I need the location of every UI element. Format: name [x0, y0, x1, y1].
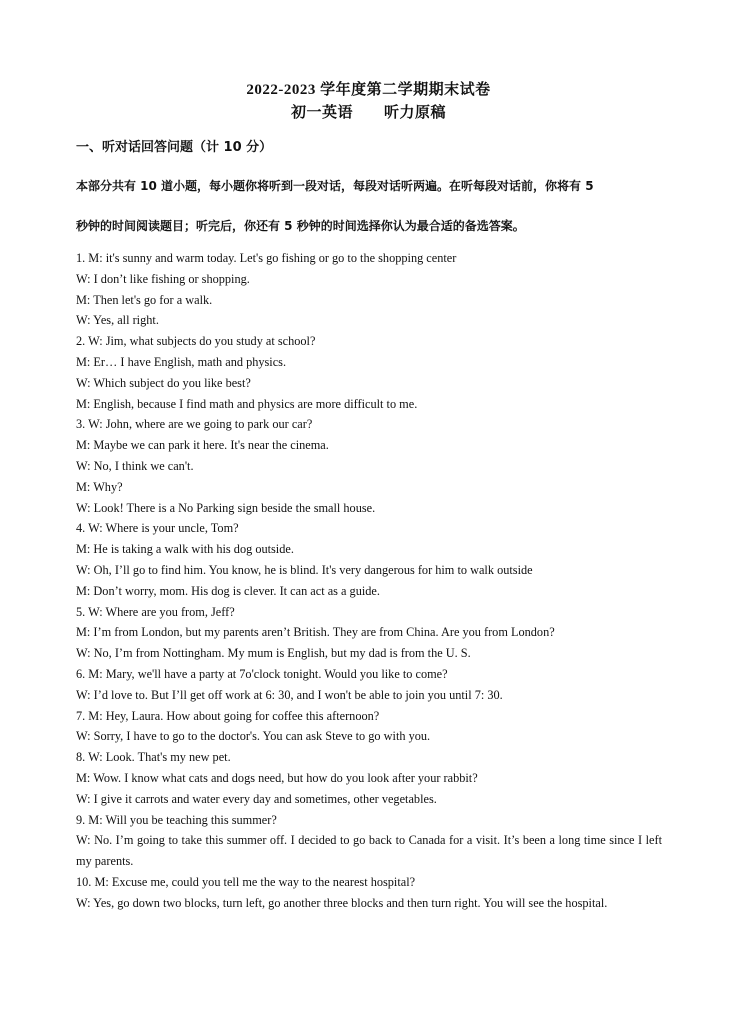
dialogue-line: 3. W: John, where are we going to park our car? [76, 417, 313, 432]
dialogue-line: W: Yes, all right. [76, 313, 159, 328]
dialogue-line: M: Wow. I know what cats and dogs need, but how do you look after your rabbit? [76, 770, 478, 785]
dialogue-transcript [76, 248, 662, 914]
dialogue-line: W: Yes, go down two blocks, turn left, go another three blocks and then turn right. You will see the hospital. [76, 895, 608, 910]
dialogue-line: M: English, because I find math and physics are more difficult to me. [76, 396, 418, 411]
dialogue-line: M: Why? [76, 479, 123, 494]
dialogue-line: W: I don’t like fishing or shopping. [76, 271, 250, 286]
dialogue-line: W: I’d love to. But I’ll get off work at 6: 30, and I won't be able to join you until 7: 30. [76, 687, 503, 702]
dialogue-line: W: No, I think we can't. [76, 458, 194, 473]
dialogue-line: W: Oh, I’ll go to find him. You know, he is blind. It's very dangerous for him to walk outside [76, 562, 533, 577]
dialogue-line: W: Look! There is a No Parking sign beside the small house. [76, 500, 376, 515]
dialogue-line: W: No, I’m from Nottingham. My mum is English, but my dad is from the U. S. [76, 646, 471, 661]
dialogue-line: 1. M: it's sunny and warm today. Let's go fishing or go to the shopping center [76, 251, 457, 265]
dialogue-line: 7. M: Hey, Laura. How about going for coffee this afternoon? [76, 708, 380, 723]
dialogue-line: 9. M: Will you be teaching this summer? [76, 812, 277, 827]
exam-subtitle: 初一英语 听力原稿 [290, 105, 446, 121]
dialogue-line: M: I’m from London, but my parents aren’t British. They are from China. Are you from London? [76, 625, 555, 640]
dialogue-line: 10. M: Excuse me, could you tell me the way to the nearest hospital? [76, 874, 416, 889]
dialogue-line: 5. W: Where are you from, Jeff? [76, 604, 235, 619]
dialogue-line: W: Sorry, I have to go to the doctor's. You can ask Steve to go with you. [76, 729, 431, 744]
dialogue-line: 8. W: Look. That's my new pet. [76, 750, 231, 765]
dialogue-line: M: Then let's go for a walk. [76, 292, 213, 307]
dialogue-line: 4. W: Where is your uncle, Tom? [76, 521, 239, 536]
dialogue-line: M: Er… I have English, math and physics. [76, 354, 287, 369]
instruction-line-2: 秒钟的时间阅读题目；听完后，你还有 5 秒钟的时间选择你认为最合适的备选答案。 [76, 219, 525, 233]
dialogue-line: W: Which subject do you like best? [76, 375, 251, 390]
dialogue-line: M: Maybe we can park it here. It's near the cinema. [76, 438, 329, 453]
dialogue-line: W: No. I’m going to take this summer off. I decided to go back to Canada for a visit. It’s been a long time since I left my parents. [76, 833, 662, 869]
instruction-line-1: 本部分共有 10 道小题，每小题你将听到一段对话，每段对话听两遍。在听每段对话前，你将有 5 [76, 179, 594, 193]
section-heading: 一、听对话回答问题（计 10 分） [76, 140, 273, 155]
dialogue-line: 2. W: Jim, what subjects do you study at school? [76, 334, 316, 349]
dialogue-line: 6. M: Mary, we'll have a party at 7o'clock tonight. Would you like to come? [76, 666, 448, 681]
exam-title: 2022-2023 学年度第二学期期末试卷 [246, 82, 491, 98]
dialogue-line: M: He is taking a walk with his dog outside. [76, 542, 294, 557]
dialogue-line: W: I give it carrots and water every day and sometimes, other vegetables. [76, 791, 437, 806]
dialogue-line: M: Don’t worry, mom. His dog is clever. It can act as a guide. [76, 583, 380, 598]
